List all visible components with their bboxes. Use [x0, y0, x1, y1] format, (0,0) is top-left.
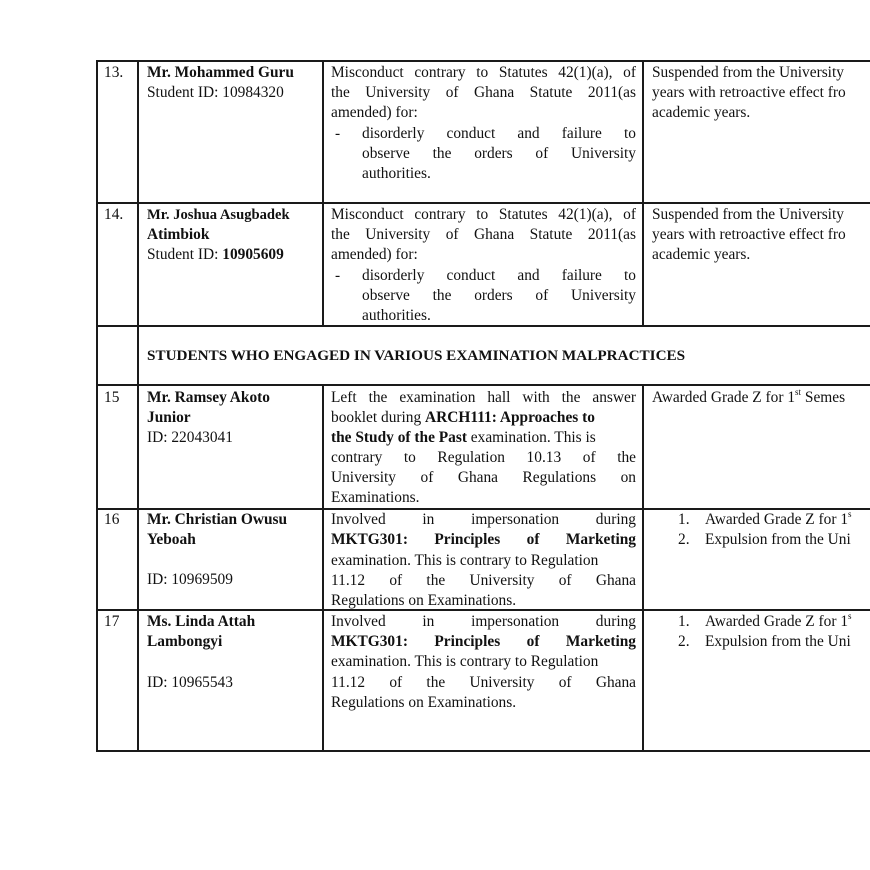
- superscript: s: [848, 508, 852, 519]
- student-id-value: 10905609: [222, 246, 284, 263]
- sanction-text: [652, 388, 845, 408]
- sanction-text: years with retroactive effect fro: [652, 226, 846, 243]
- sanction-text: Expulsion from the Uni: [705, 633, 851, 650]
- offence-text: amended) for:: [331, 104, 418, 121]
- offence-text: Regulations on Examinations.: [331, 694, 517, 711]
- offence-text: Involved in impersonation during: [331, 613, 636, 630]
- student-id: ID: 10965543: [147, 674, 233, 691]
- row-divider: [96, 202, 870, 204]
- student-id-label: Student ID:: [147, 84, 223, 101]
- offence-text: Involved in impersonation during: [331, 511, 636, 528]
- table-border-bottom: [96, 750, 870, 752]
- offence-text: Left the examination hall with the answer: [331, 389, 636, 406]
- column-divider: [137, 60, 139, 751]
- column-divider: [322, 60, 324, 326]
- course-title: ARCH111: Approaches to: [425, 409, 595, 426]
- offence-text: 11.12 of the University of Ghana: [331, 572, 636, 589]
- course-title: MKTG301: Principles of Marketing: [331, 531, 636, 548]
- offence-bullet-text: disorderly conduct and failure to: [362, 125, 636, 142]
- student-name: Mr. Christian Owusu: [147, 511, 288, 528]
- sanction-text: Expulsion from the Uni: [705, 531, 851, 548]
- sanction-text-part: Semes: [801, 389, 846, 406]
- sanction-text: years with retroactive effect fro: [652, 84, 846, 101]
- student-name: Yeboah: [147, 531, 196, 548]
- student-id-value: 10984320: [222, 84, 284, 101]
- offence-text-part: examination. This is: [466, 429, 596, 446]
- student-name: Atimbiok: [147, 226, 210, 243]
- bullet-dash: -: [335, 125, 341, 142]
- offence-text: examination. This is contrary to Regulation: [331, 653, 599, 670]
- student-id: [147, 83, 284, 103]
- row-divider: [96, 325, 870, 327]
- bullet-dash: -: [335, 267, 341, 284]
- student-name: Mr. Mohammed Guru: [147, 64, 294, 81]
- sanction-text: Suspended from the University: [652, 64, 844, 81]
- column-divider: [322, 384, 324, 751]
- offence-bullet-text: authorities.: [362, 307, 431, 324]
- sanction-text: academic years.: [652, 246, 751, 263]
- offence-text: Misconduct contrary to Statutes 42(1)(a), of: [331, 206, 636, 223]
- sanction-text-part: Awarded Grade Z for 1: [705, 613, 849, 630]
- offence-text: the University of Ghana Statute 2011(as: [331, 84, 636, 101]
- offence-text: Misconduct contrary to Statutes 42(1)(a), of: [331, 64, 636, 81]
- sanction-number: 2.: [678, 633, 690, 650]
- sanction-number: 1.: [678, 613, 690, 630]
- offence-text: contrary to Regulation 10.13 of the: [331, 449, 636, 466]
- course-title: MKTG301: Principles of Marketing: [331, 633, 636, 650]
- student-id: ID: 10969509: [147, 571, 233, 588]
- row-number: 13.: [104, 64, 124, 81]
- sanction-text: [705, 612, 852, 632]
- offence-text: [331, 408, 595, 428]
- row-number: 17: [104, 613, 120, 630]
- student-name: Junior: [147, 409, 191, 426]
- student-name: Mr. Ramsey Akoto: [147, 389, 270, 406]
- offence-text-part: booklet during: [331, 409, 426, 426]
- row-number: 14.: [104, 206, 124, 223]
- offence-bullet-text: observe the orders of University: [362, 145, 636, 162]
- offence-bullet-text: disorderly conduct and failure to: [362, 267, 636, 284]
- section-heading: STUDENTS WHO ENGAGED IN VARIOUS EXAMINATION MALPRACTICES: [147, 347, 686, 364]
- offence-text: Examinations.: [331, 489, 420, 506]
- sanction-number: 1.: [678, 511, 690, 528]
- student-name: Mr. Joshua Asugbadek: [147, 207, 290, 223]
- student-id: [147, 245, 284, 265]
- offence-bullet-text: observe the orders of University: [362, 287, 636, 304]
- sanction-text: Suspended from the University: [652, 206, 844, 223]
- student-name: Ms. Linda Attah: [147, 613, 256, 630]
- table-border-top: [96, 60, 870, 62]
- student-id-label: Student ID:: [147, 246, 223, 263]
- superscript: s: [848, 610, 852, 621]
- offence-text: University of Ghana Regulations on: [331, 469, 636, 486]
- row-divider: [96, 384, 870, 386]
- sanction-text-part: Awarded Grade Z for 1: [652, 389, 796, 406]
- offence-bullet-text: authorities.: [362, 165, 431, 182]
- column-divider: [642, 60, 644, 326]
- course-title: the Study of the Past: [331, 429, 467, 446]
- offence-text: Regulations on Examinations.: [331, 592, 517, 609]
- table-border-left: [96, 60, 98, 751]
- offence-text: [331, 428, 596, 448]
- sanction-text: [705, 510, 852, 530]
- row-number: 16: [104, 511, 120, 528]
- superscript: st: [795, 386, 802, 397]
- column-divider: [642, 384, 644, 751]
- row-number: 15: [104, 389, 120, 406]
- sanction-text-part: Awarded Grade Z for 1: [705, 511, 849, 528]
- offence-text: the University of Ghana Statute 2011(as: [331, 226, 636, 243]
- sanction-number: 2.: [678, 531, 690, 548]
- offence-text: 11.12 of the University of Ghana: [331, 674, 636, 691]
- student-id: ID: 22043041: [147, 429, 233, 446]
- offence-text: amended) for:: [331, 246, 418, 263]
- sanction-text: academic years.: [652, 104, 751, 121]
- offence-text: examination. This is contrary to Regulation: [331, 552, 599, 569]
- student-name: Lambongyi: [147, 633, 223, 650]
